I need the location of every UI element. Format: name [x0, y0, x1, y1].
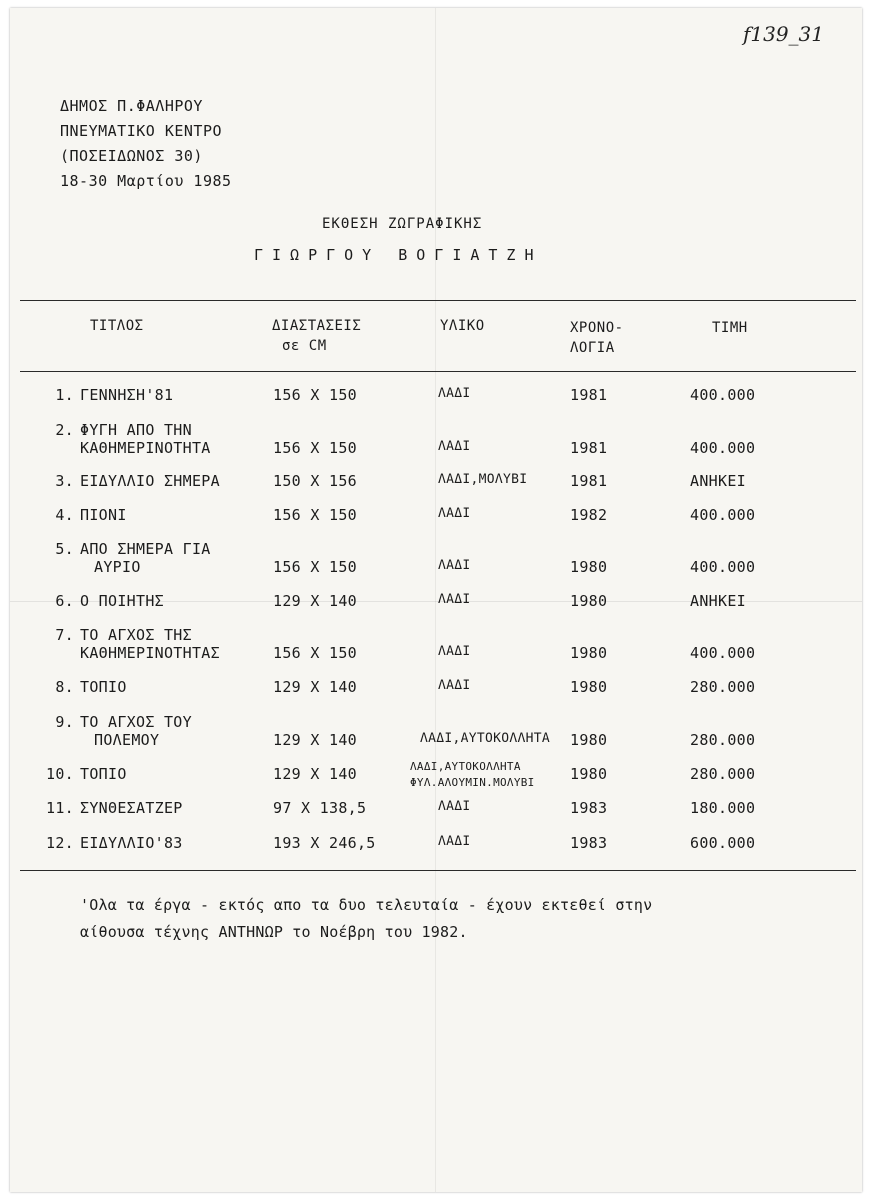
artwork-year: 1980 [570, 731, 608, 749]
row-number: 12. [46, 834, 74, 852]
artwork-dimensions: 97 Χ 138,5 [273, 799, 367, 817]
artwork-title: ΠΟΛΕΜΟΥ [94, 731, 160, 749]
artwork-dimensions: 129 Χ 140 [273, 592, 357, 610]
artwork-dimensions: 156 Χ 150 [273, 558, 357, 576]
artwork-dimensions: 129 Χ 140 [273, 765, 357, 783]
row-number: 2. [55, 421, 74, 439]
artwork-material: ΛΑΔΙ [438, 386, 471, 401]
artwork-price: 600.000 [690, 834, 756, 852]
organizer-line: ΠΝΕΥΜΑΤΙΚΟ ΚΕΝΤΡΟ [60, 122, 223, 140]
row-number: 5. [55, 540, 74, 558]
artwork-year: 1980 [570, 558, 608, 576]
archive-code: f139_31 [742, 22, 824, 46]
table-bottom-rule [20, 870, 856, 871]
header-title: ΤΙΤΛΟΣ [90, 318, 144, 334]
artwork-material: ΛΑΔΙ [438, 678, 471, 693]
artwork-dimensions: 150 Χ 156 [273, 472, 357, 490]
header-rule [20, 371, 856, 372]
artwork-price: 280.000 [690, 678, 756, 696]
artwork-price: 400.000 [690, 644, 756, 662]
artwork-title: ΤΟ ΑΓΧΟΣ ΤΟΥ [80, 713, 192, 731]
row-number: 1. [55, 386, 74, 404]
artwork-dimensions: 156 Χ 150 [273, 386, 357, 404]
artwork-title: ΠΙΟΝΙ [80, 506, 127, 524]
row-number: 4. [55, 506, 74, 524]
exhibition-title: ΕΚΘΕΣΗ ΖΩΓΡΑΦΙΚΗΣ [322, 216, 483, 232]
row-number: 6. [55, 592, 74, 610]
artwork-title: ΚΑΘΗΜΕΡΙΝΟΤΗΤΑΣ [80, 644, 220, 662]
artwork-year: 1983 [570, 834, 608, 852]
artwork-year: 1983 [570, 799, 608, 817]
artwork-title: ΤΟΠΙΟ [80, 765, 127, 783]
artwork-material: ΛΑΔΙ [438, 506, 471, 521]
artwork-material: ΛΑΔΙ [438, 799, 471, 814]
artwork-material: ΦΥΛ.ΑΛΟΥΜΙΝ.ΜΟΛΥΒΙ [410, 776, 535, 789]
artwork-title: ΓΕΝΝΗΣΗ'81 [80, 386, 174, 404]
row-number: 7. [55, 626, 74, 644]
footnote [80, 892, 800, 946]
artwork-title: ΑΥΡΙΟ [94, 558, 141, 576]
artwork-material: ΛΑΔΙ [438, 834, 471, 849]
artwork-material: ΛΑΔΙ [438, 439, 471, 454]
artwork-year: 1980 [570, 678, 608, 696]
header-dimensions-unit: σε CM [282, 338, 327, 354]
artwork-dimensions: 129 Χ 140 [273, 678, 357, 696]
artwork-material: ΛΑΔΙ [438, 558, 471, 573]
artwork-price: 180.000 [690, 799, 756, 817]
row-number: 11. [46, 799, 74, 817]
fold-line-vertical [435, 8, 436, 1192]
artwork-price: ΑΝΗΚΕΙ [690, 592, 746, 610]
artwork-year: 1982 [570, 506, 608, 524]
header-material: ΥΛΙΚΟ [440, 318, 485, 334]
footnote-line: 'Ολα τα έργα - εκτός απο τα δυο τελευταία - έχουν εκτεθεί στην [80, 896, 653, 914]
artwork-year: 1981 [570, 386, 608, 404]
artwork-title: ΤΟ ΑΓΧΟΣ ΤΗΣ [80, 626, 192, 644]
artwork-year: 1980 [570, 765, 608, 783]
artwork-price: 400.000 [690, 386, 756, 404]
artwork-title: ΤΟΠΙΟ [80, 678, 127, 696]
artwork-material: ΛΑΔΙ,ΑΥΤΟΚΟΛΛΗΤΑ [410, 760, 521, 773]
organizer-line: (ΠΟΣΕΙΔΩΝΟΣ 30) [60, 147, 203, 165]
row-number: 10. [46, 765, 74, 783]
artwork-title: ΑΠΟ ΣΗΜΕΡΑ ΓΙΑ [80, 540, 211, 558]
artwork-dimensions: 156 Χ 150 [273, 439, 357, 457]
artwork-title: ΚΑΘΗΜΕΡΙΝΟΤΗΤΑ [80, 439, 211, 457]
artwork-material: ΛΑΔΙ,ΜΟΛΥΒΙ [438, 472, 528, 487]
row-number: 8. [55, 678, 74, 696]
artwork-year: 1980 [570, 592, 608, 610]
organizer-line: ΔΗΜΟΣ Π.ΦΑΛΗΡΟΥ [60, 97, 203, 115]
header-dimensions: ΔΙΑΣΤΑΣΕΙΣ [272, 318, 362, 334]
artwork-price: 400.000 [690, 506, 756, 524]
artwork-year: 1981 [570, 439, 608, 457]
artwork-price: 280.000 [690, 765, 756, 783]
artwork-material: ΛΑΔΙ [438, 644, 471, 659]
header-year-cont: ΛΟΓΙΑ [570, 340, 615, 356]
artwork-year: 1980 [570, 644, 608, 662]
organizer-block [60, 94, 232, 194]
footnote-line: αίθουσα τέχνης ΑΝΤΗΝΩΡ το Νοέβρη του 1982. [80, 923, 468, 941]
artwork-title: ΕΙΔΥΛΛΙΟ ΣΗΜΕΡΑ [80, 472, 220, 490]
artist-name: ΓΙΩΡΓΟΥ ΒΟΓΙΑΤΖΗ [254, 246, 543, 264]
artwork-material: ΛΑΔΙ [438, 592, 471, 607]
artwork-dimensions: 193 Χ 246,5 [273, 834, 376, 852]
artwork-dimensions: 156 Χ 150 [273, 506, 357, 524]
artwork-year: 1981 [570, 472, 608, 490]
artwork-price: 400.000 [690, 558, 756, 576]
artwork-price: ΑΝΗΚΕΙ [690, 472, 746, 490]
exhibition-dates: 18-30 Μαρτίου 1985 [60, 172, 232, 190]
artwork-material: ΛΑΔΙ,ΑΥΤΟΚΟΛΛΗΤΑ [420, 731, 551, 746]
artwork-price: 280.000 [690, 731, 756, 749]
row-number: 3. [55, 472, 74, 490]
table-top-rule [20, 300, 856, 301]
artwork-title: Ο ΠΟΙΗΤΗΣ [80, 592, 164, 610]
document-page [10, 8, 862, 1192]
row-number: 9. [55, 713, 74, 731]
artwork-title: ΦΥΓΗ ΑΠΟ ΤΗΝ [80, 421, 192, 439]
header-year: ΧΡΟΝΟ- [570, 320, 624, 336]
artwork-price: 400.000 [690, 439, 756, 457]
artwork-dimensions: 129 Χ 140 [273, 731, 357, 749]
artwork-title: ΕΙΔΥΛΛΙΟ'83 [80, 834, 183, 852]
artwork-dimensions: 156 Χ 150 [273, 644, 357, 662]
header-price: ΤΙΜΗ [712, 320, 748, 336]
artwork-title: ΣΥΝΘΕΣΑΤΖΕΡ [80, 799, 183, 817]
